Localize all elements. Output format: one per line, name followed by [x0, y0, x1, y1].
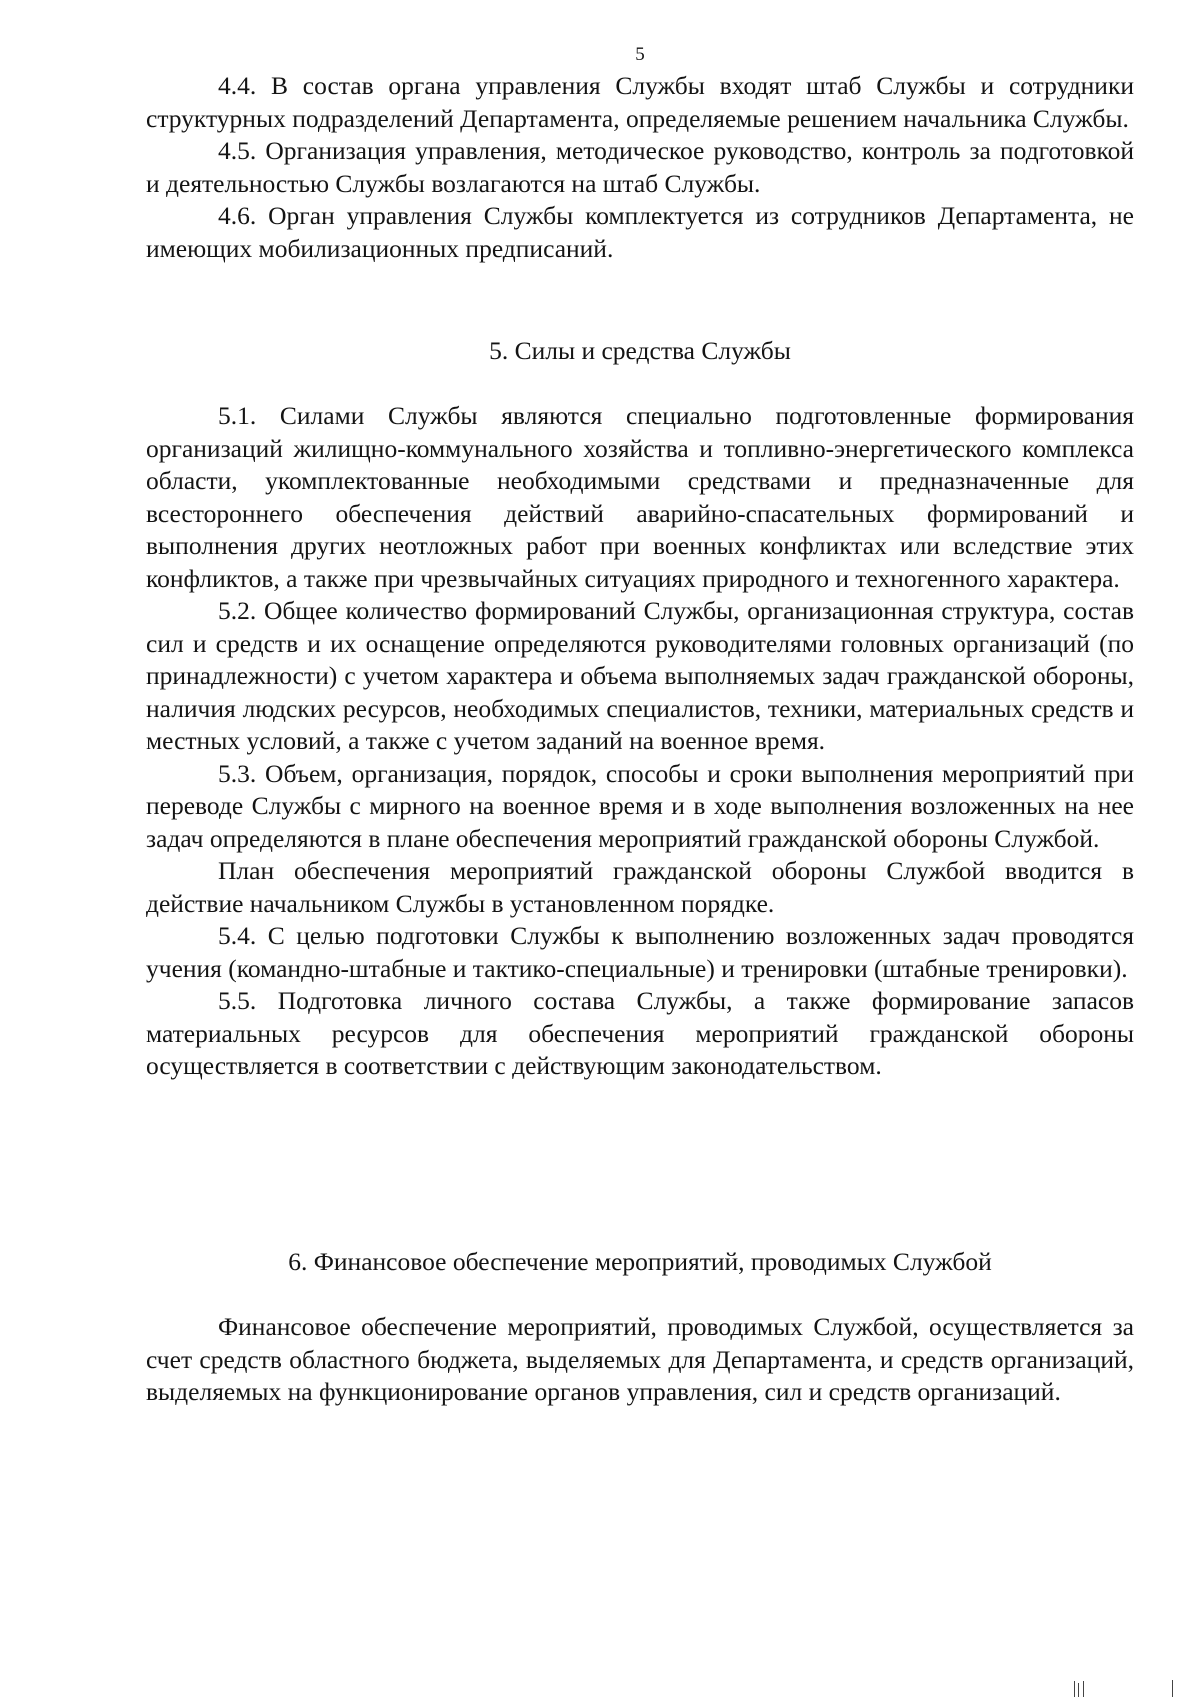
paragraph-5-4: 5.4. С целью подготовки Службы к выполнению возложенных задач проводятся учения (командно-штабные и тактико-специальные) и тренировки (штабные тренировки).: [146, 921, 1134, 983]
scan-artifact-mark: [1172, 1680, 1173, 1697]
paragraph-4-5: 4.5. Организация управления, методическое руководство, контроль за подготовкой и деятельностью Службы возлагаются на штаб Службы.: [146, 136, 1134, 198]
paragraph-5-3-plan: План обеспечения мероприятий гражданской обороны Службой вводится в действие начальником Службы в установленном порядке.: [146, 856, 1134, 918]
scan-artifact-mark: [1078, 1683, 1079, 1697]
scan-artifact-mark: [1074, 1681, 1075, 1697]
paragraph-4-6: 4.6. Орган управления Службы комплектуется из сотрудников Департамента, не имеющих мобилизационных предписаний.: [146, 201, 1134, 263]
scan-artifact-mark: [1083, 1681, 1084, 1697]
section-5-paragraphs: [146, 400, 1134, 1083]
paragraph-5-1: 5.1. Силами Службы являются специально подготовленные формирования организаций жилищно-коммунального хозяйства и топливно-энергетического комплекса области, укомплектованные необходимыми средствами и предназначенные для всестороннего обеспечения действий аварийно-спасательных формирований и выполнения других неотложных работ при военных конфликтах или вследствие этих конфликтов, а также при чрезвычайных ситуациях природного и техногенного характера.: [146, 401, 1134, 593]
page-number: 5: [635, 44, 645, 65]
paragraph-5-5: 5.5. Подготовка личного состава Службы, а также формирование запасов материальных ресурсов для обеспечения мероприятий гражданской обороны осуществляется в соответствии с действующим законодательством.: [146, 986, 1134, 1080]
paragraph-5-2: 5.2. Общее количество формирований Службы, организационная структура, состав сил и средств и их оснащение определяются руководителями головных организаций (по принадлежности) с учетом характера и объема выполняемых задач гражданской обороны, наличия людских ресурсов, необходимых специалистов, техники, материальных средств и местных условий, а также с учетом заданий на военное время.: [146, 596, 1134, 755]
section-6-heading: 6. Финансовое обеспечение мероприятий, проводимых Службой: [288, 1247, 992, 1276]
paragraph-5-3: 5.3. Объем, организация, порядок, способы и сроки выполнения мероприятий при переводе Службы с мирного на военное время и в ходе выполнения возложенных на нее задач определяются в плане обеспечения мероприятий гражданской обороны Службой.: [146, 758, 1134, 853]
section-5-heading: 5. Силы и средства Службы: [489, 336, 791, 365]
paragraph-6: Финансовое обеспечение мероприятий, проводимых Службой, осуществляется за счет средств областного бюджета, выделяемых для Департамента, и средств организаций, выделяемых на функционирование органов управления, сил и средств организаций.: [146, 1312, 1134, 1406]
section-6-paragraphs: [146, 1311, 1134, 1409]
section-4-paragraphs: [146, 70, 1134, 265]
paragraph-4-4: 4.4. В состав органа управления Службы входят штаб Службы и сотрудники структурных подразделений Департамента, определяемые решением начальника Службы.: [146, 71, 1134, 133]
